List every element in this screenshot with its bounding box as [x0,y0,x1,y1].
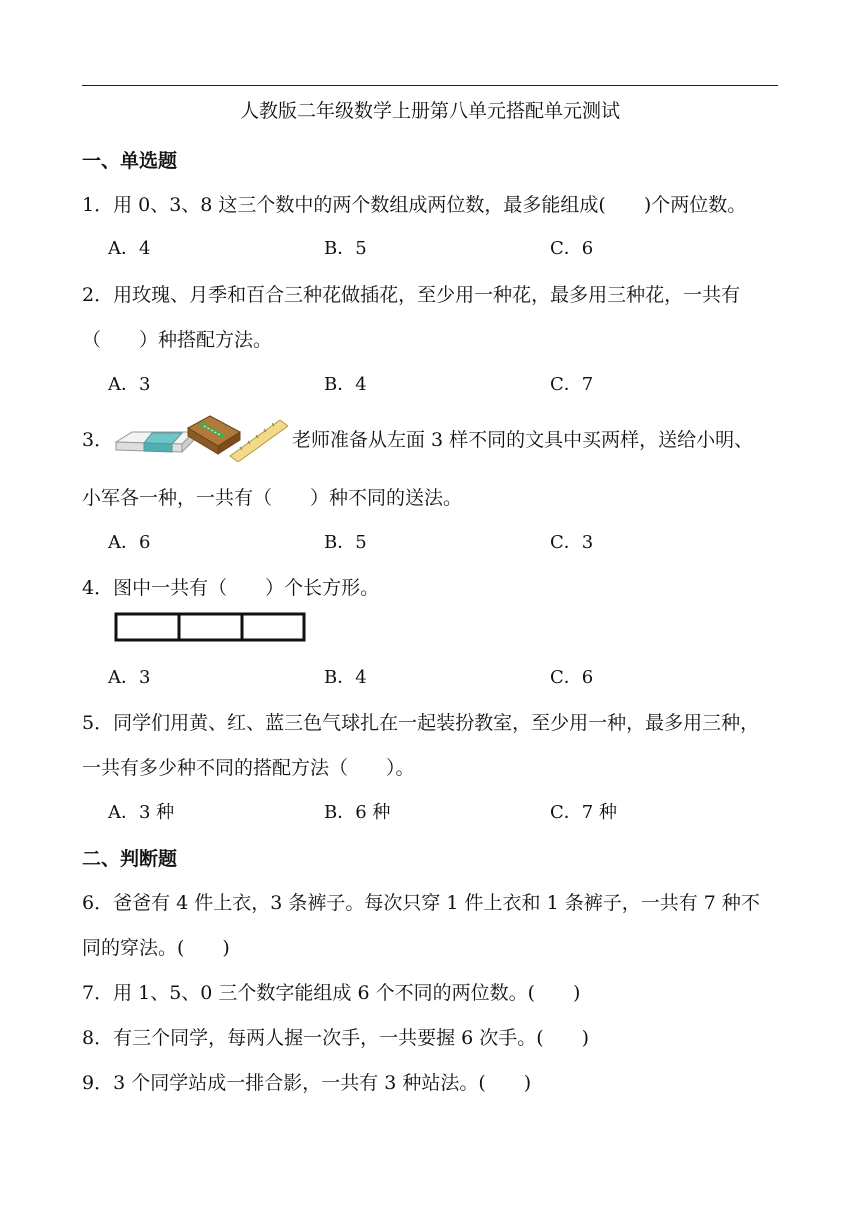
question-6-line-2: 同的穿法。( ) [82,937,230,959]
q2-option-c: C．7 [550,374,594,395]
q5-option-b: B．6 种 [324,802,391,823]
question-9-text: 9．3 个同学站成一排合影，一共有 3 种站法。( ) [82,1072,532,1094]
q3-option-c: C．3 [550,532,594,553]
rectangles-figure [114,612,306,642]
q4-option-c: C．6 [550,667,594,688]
page-title: 人教版二年级数学上册第八单元搭配单元测试 [239,100,620,122]
q4-option-b: B．4 [324,667,367,688]
question-2-line-2: （ ）种搭配方法。 [82,329,273,351]
question-8-text: 8．有三个同学，每两人握一次手，一共要握 6 次手。( ) [82,1027,590,1049]
eraser-icon [116,432,194,452]
q1-option-a: A．4 [108,238,151,259]
question-2-line-1: 2．用玫瑰、月季和百合三种花做插花，至少用一种花，最多用三种花，一共有 [82,284,741,306]
question-5-line-2: 一共有多少种不同的搭配方法（ ）。 [82,757,415,779]
stationery-image [112,412,288,462]
question-3-line-1: 老师准备从左面 3 样不同的文具中买两样，送给小明、 [292,429,754,451]
header-rule [82,85,778,86]
question-3-number: 3． [82,429,114,451]
section-heading-true-false: 二、判断题 [82,848,178,870]
pencil-box-icon [188,416,240,454]
question-1-text: 1．用 0、3、8 这三个数中的两个数组成两位数，最多能组成( )个两位数。 [82,194,747,216]
q5-option-a: A．3 种 [108,802,175,823]
question-7-text: 7．用 1、5、0 三个数字能组成 6 个不同的两位数。( ) [82,982,581,1004]
q1-option-b: B．5 [324,238,367,259]
q3-option-a: A．6 [108,532,151,553]
q2-option-a: A．3 [108,374,151,395]
q4-option-a: A．3 [108,667,151,688]
question-4-text: 4．图中一共有（ ）个长方形。 [82,577,380,599]
question-5-line-1: 5．同学们用黄、红、蓝三色气球扎在一起装扮教室，至少用一种，最多用三种， [82,712,760,734]
q3-option-b: B．5 [324,532,367,553]
section-heading-single-choice: 一、单选题 [82,150,178,172]
q1-option-c: C．6 [550,238,594,259]
q2-option-b: B．4 [324,374,367,395]
question-6-line-1: 6．爸爸有 4 件上衣，3 条裤子。每次只穿 1 件上衣和 1 条裤子，一共有 7 种不 [82,892,760,914]
q5-option-c: C．7 种 [550,802,617,823]
question-3-line-2: 小军各一种，一共有（ ）种不同的送法。 [82,487,463,509]
